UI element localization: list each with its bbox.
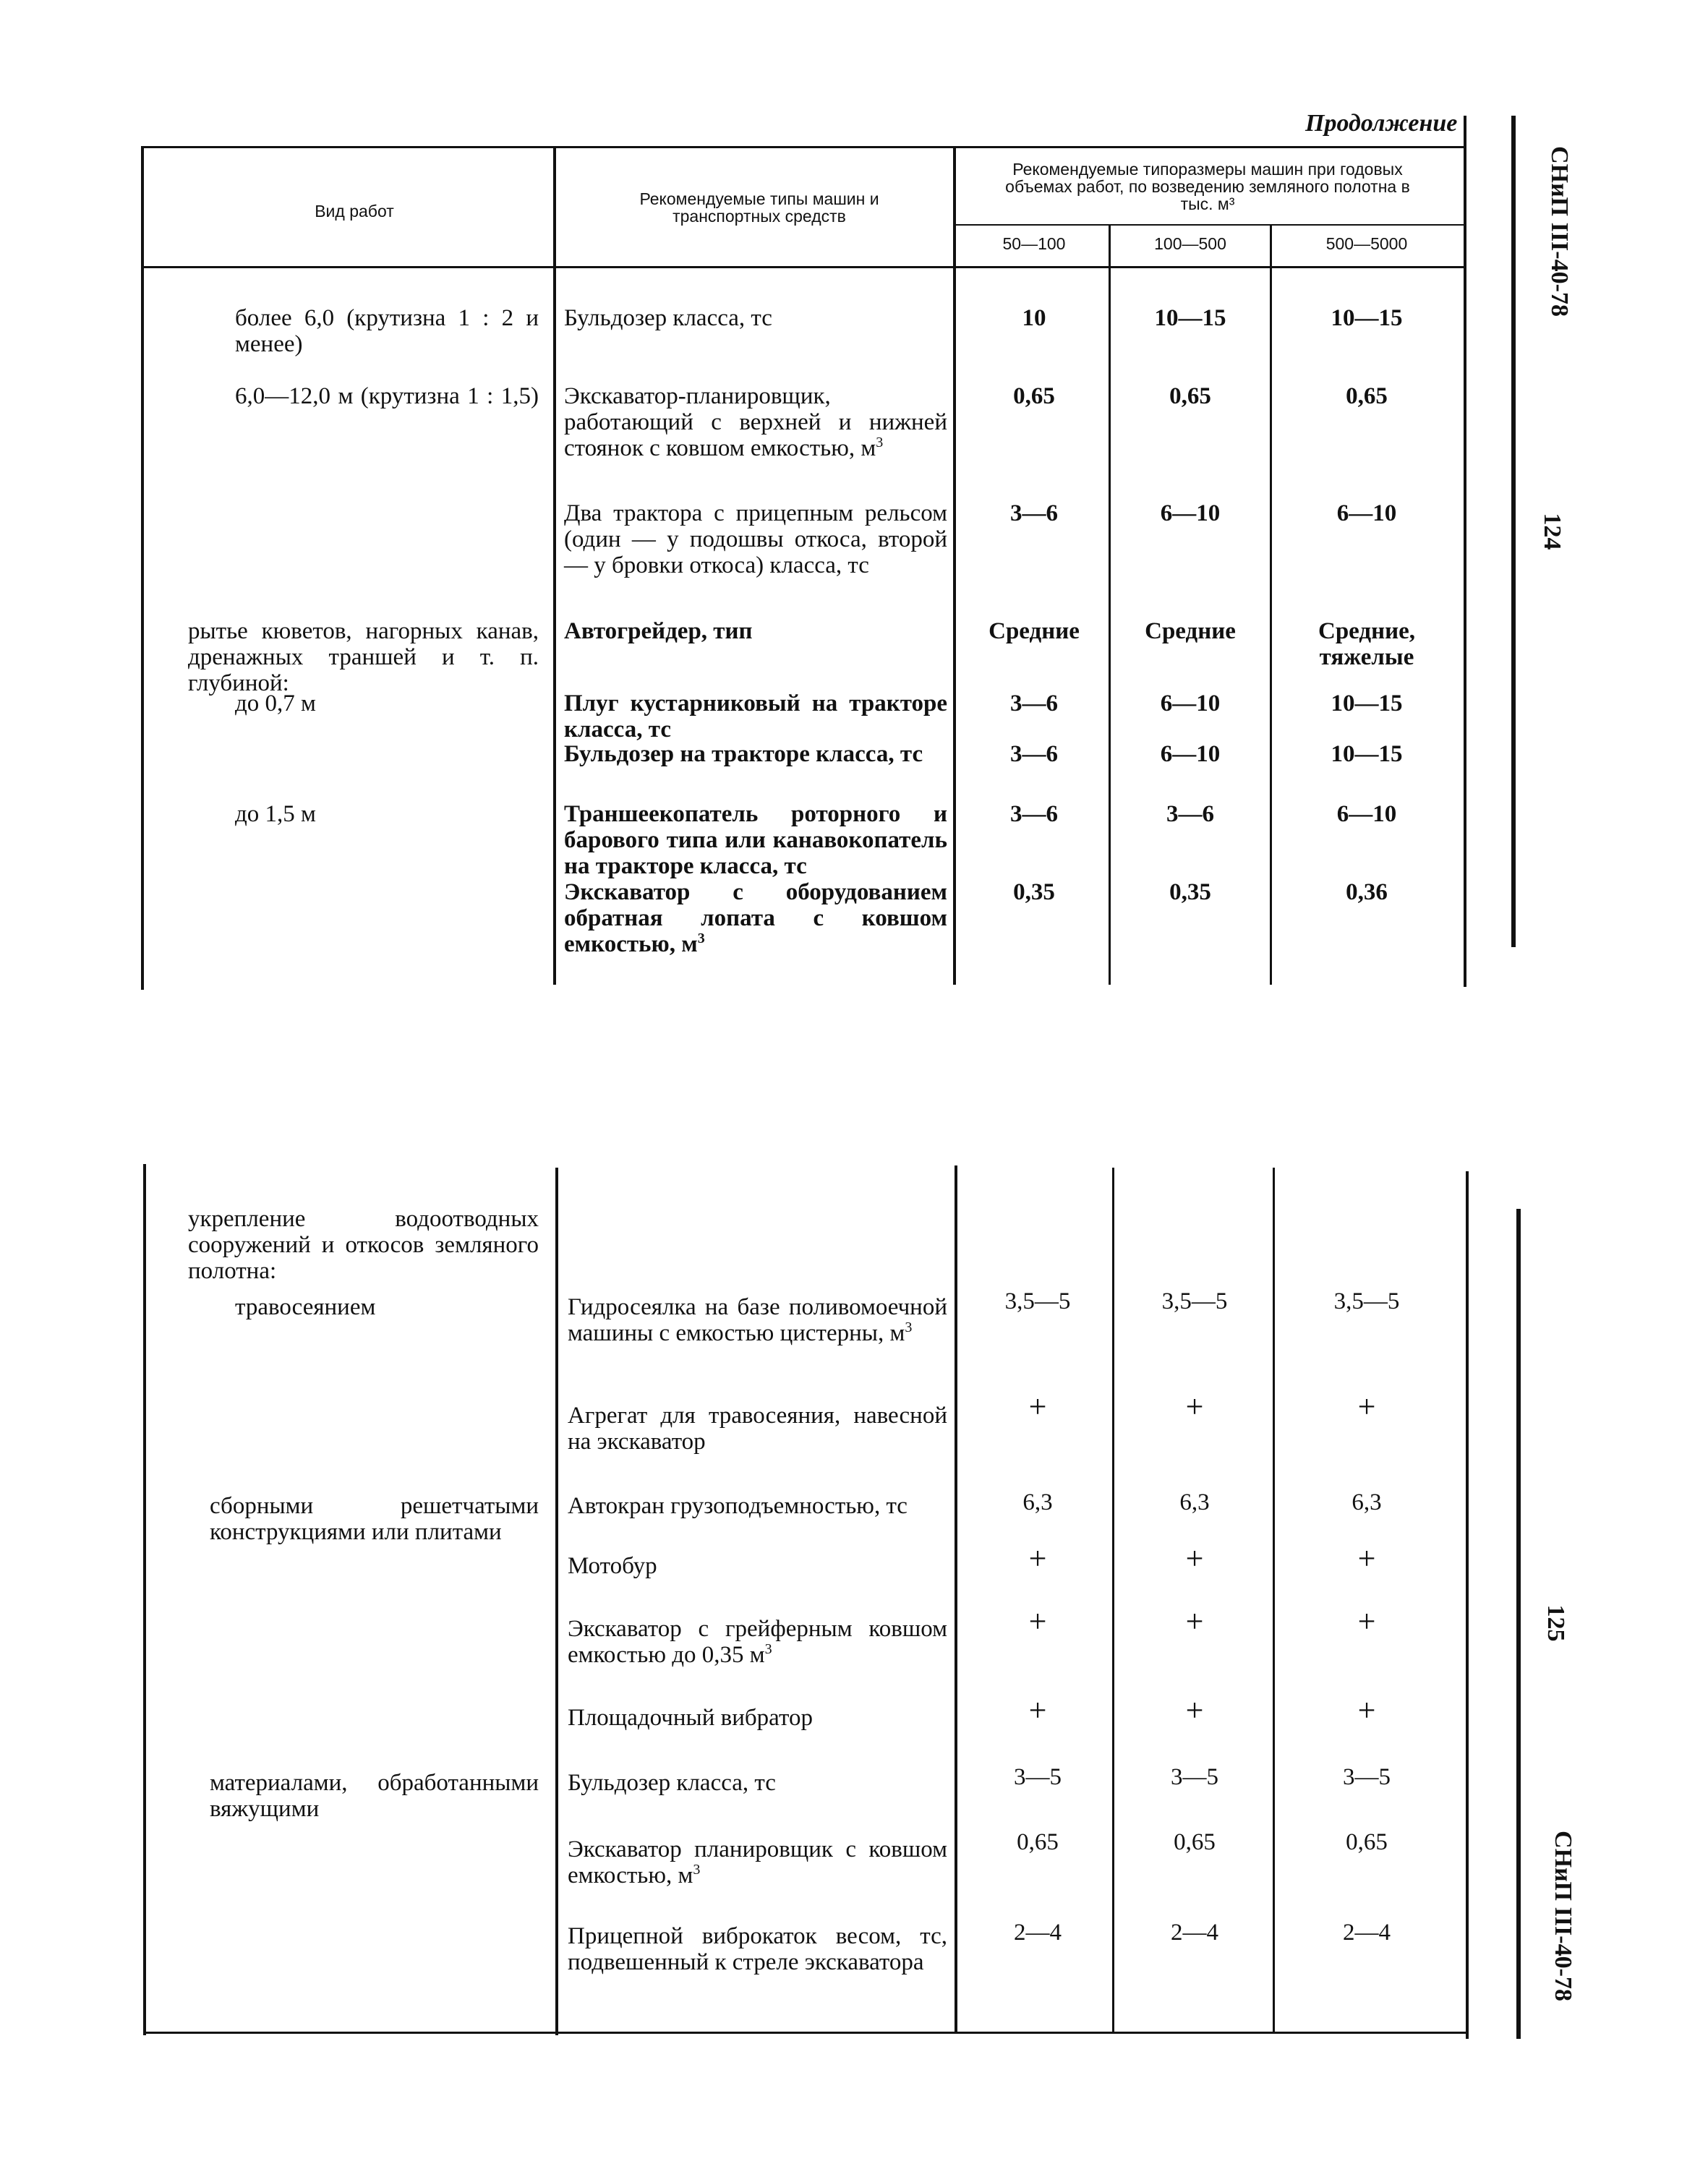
work-type-cell: сборными решетчатыми конструкциями или плитами [210, 1493, 539, 1545]
document-code-label: СНиП III-40-78 [1546, 146, 1573, 317]
machine-cell: Бульдозер класса, тс [564, 305, 772, 331]
value-100-500: 6—10 [1160, 741, 1221, 767]
work-type-cell: травосеянием [235, 1294, 376, 1320]
column-divider-1 [1109, 226, 1111, 985]
value-100-500: 10—15 [1154, 305, 1226, 331]
value-100-500: 0,65 [1169, 383, 1211, 409]
value-500-5000: Средние, тяжелые [1318, 618, 1415, 670]
header-sizes: Рекомендуемые типоразмеры машин при годовых объемах работ, по возведению земляного полотна в тыс. м³ [1005, 160, 1410, 213]
work-type-cell: укрепление водоотводных сооружений и откосов земляного полотна: [188, 1206, 539, 1284]
value-100-500: 6,3 [1179, 1489, 1210, 1515]
column-divider-machines [955, 1165, 957, 2032]
value-100-500: 3—6 [1166, 801, 1214, 827]
value-500-5000: + [1357, 1604, 1376, 1639]
value-50-100: + [1028, 1604, 1047, 1639]
machine-cell: Автокран грузоподъемностью, тс [568, 1493, 908, 1519]
header-top-rule [141, 146, 1464, 148]
work-type-cell: материалами, обработанными вяжущими [210, 1770, 539, 1822]
value-500-5000: 0,65 [1346, 1829, 1388, 1855]
machine-cell: Агрегат для травосеяния, навесной на экскаватор [568, 1403, 947, 1455]
value-500-5000: 2—4 [1343, 1920, 1391, 1946]
column-divider-2 [1270, 226, 1272, 985]
value-500-5000: 0,65 [1346, 383, 1388, 409]
value-100-500: 3—5 [1171, 1764, 1218, 1790]
work-type-cell: более 6,0 (крутизна 1 : 2 и менее) [235, 305, 539, 357]
value-100-500: + [1185, 1541, 1204, 1576]
table-left-border [143, 1164, 146, 2035]
value-100-500: + [1185, 1389, 1204, 1424]
value-500-5000: + [1357, 1693, 1376, 1728]
value-50-100: + [1028, 1541, 1047, 1576]
column-divider-machines [953, 147, 956, 985]
value-500-5000: 0,36 [1346, 879, 1388, 905]
value-50-100: + [1028, 1389, 1047, 1424]
column-divider-work [555, 1168, 558, 2035]
value-50-100: 0,65 [1017, 1829, 1059, 1855]
machine-cell: Площадочный вибратор [568, 1705, 813, 1731]
machine-cell: Экскаватор планировщик с ковшом емкостью, $м^3$ [568, 1836, 947, 1888]
header-work-type: Вид работ [315, 202, 394, 221]
table-left-border [141, 147, 144, 990]
work-type-cell: до 0,7 м [235, 690, 316, 716]
value-100-500: Средние [1145, 618, 1236, 644]
machine-cell: Экскаватор-планировщик, работающий с верхней и нижней стоянок с ковшом емкостью, $м^3$ [564, 383, 947, 461]
machine-cell: Бульдозер класса, тс [568, 1770, 776, 1796]
value-100-500: 0,35 [1169, 879, 1211, 905]
page-number: 125 [1542, 1604, 1569, 1642]
header-sub-1: 50—100 [1002, 234, 1066, 253]
value-100-500: 6—10 [1160, 690, 1221, 716]
value-50-100: 10 [1022, 305, 1046, 331]
work-type-cell: до 1,5 м [235, 801, 316, 827]
machine-cell: Траншеекопатель роторного и барового типа или канавокопатель на тракторе класса, тс [564, 801, 947, 879]
value-50-100: 3—6 [1010, 500, 1058, 526]
margin-rule [1511, 116, 1516, 947]
value-500-5000: 3,5—5 [1333, 1288, 1400, 1314]
value-100-500: 0,65 [1174, 1829, 1216, 1855]
machine-cell: Плуг кустарниковый на тракторе класса, тс [564, 690, 947, 743]
machine-cell: Бульдозер на тракторе класса, тс [564, 741, 923, 767]
value-500-5000: 6—10 [1336, 801, 1397, 827]
header-bottom-rule [141, 266, 1464, 268]
header-sub-2: 100—500 [1154, 234, 1226, 253]
machine-cell: Экскаватор с грейферным ковшом емкостью до 0,35 $м^3$ [568, 1616, 947, 1668]
margin-rule [1516, 1209, 1521, 2039]
value-100-500: 6—10 [1160, 500, 1221, 526]
value-100-500: + [1185, 1693, 1204, 1728]
value-50-100: 6,3 [1022, 1489, 1053, 1515]
value-500-5000: 10—15 [1331, 741, 1403, 767]
value-100-500: 2—4 [1171, 1920, 1218, 1946]
value-100-500: + [1185, 1604, 1204, 1639]
value-50-100: 3,5—5 [1004, 1288, 1071, 1314]
header-machine-types: Рекомендуемые типы машин и транспортных средств [639, 189, 879, 226]
column-divider-work [553, 147, 556, 985]
column-divider-2 [1273, 1168, 1275, 2032]
value-50-100: 0,65 [1013, 383, 1055, 409]
work-type-cell: 6,0—12,0 м (крутизна 1 : 1,5) [235, 383, 539, 409]
column-divider-1 [1112, 1168, 1114, 2032]
value-500-5000: 3—5 [1343, 1764, 1391, 1790]
value-50-100: + [1028, 1693, 1047, 1728]
value-500-5000: + [1357, 1541, 1376, 1576]
table-bottom-rule [143, 2032, 1468, 2034]
header-sub-3: 500—5000 [1325, 234, 1408, 253]
page-number: 124 [1539, 513, 1566, 550]
value-500-5000: 10—15 [1331, 690, 1403, 716]
value-50-100: 2—4 [1014, 1920, 1062, 1946]
value-50-100: 3—5 [1014, 1764, 1062, 1790]
machine-cell: Гидросеялка на базе поливомоечной машины с емкостью цистерны, $м^3$ [568, 1294, 947, 1346]
machine-cell: Два трактора с прицепным рельсом (один — у подошвы откоса, второй — у бровки откоса) класса, тс [564, 500, 947, 578]
table-right-border [1464, 116, 1466, 987]
value-50-100: Средние [988, 618, 1080, 644]
work-type-cell: рытье кюветов, нагорных канав, дренажных траншей и т. п. глубиной: [188, 618, 539, 696]
value-50-100: 3—6 [1010, 741, 1058, 767]
table-right-border [1466, 1171, 1469, 2039]
continuation-label: Продолжение [1305, 110, 1458, 137]
header-sub-rule [955, 224, 1464, 226]
value-50-100: 3—6 [1010, 801, 1058, 827]
value-500-5000: 6,3 [1352, 1489, 1382, 1515]
machine-cell: Экскаватор с оборудованием обратная лопата с ковшом емкостью, $м^3$ [564, 879, 947, 957]
value-100-500: 3,5—5 [1161, 1288, 1228, 1314]
value-500-5000: 10—15 [1331, 305, 1403, 331]
value-500-5000: 6—10 [1336, 500, 1397, 526]
value-50-100: 0,35 [1013, 879, 1055, 905]
value-50-100: 3—6 [1010, 690, 1058, 716]
value-500-5000: + [1357, 1389, 1376, 1424]
document-code-label: СНиП III-40-78 [1550, 1831, 1576, 2001]
machine-cell: Автогрейдер, тип [564, 618, 753, 644]
machine-cell: Мотобур [568, 1553, 657, 1579]
machine-cell: Прицепной виброкаток весом, тс, подвешенный к стреле экскаватора [568, 1923, 947, 1975]
